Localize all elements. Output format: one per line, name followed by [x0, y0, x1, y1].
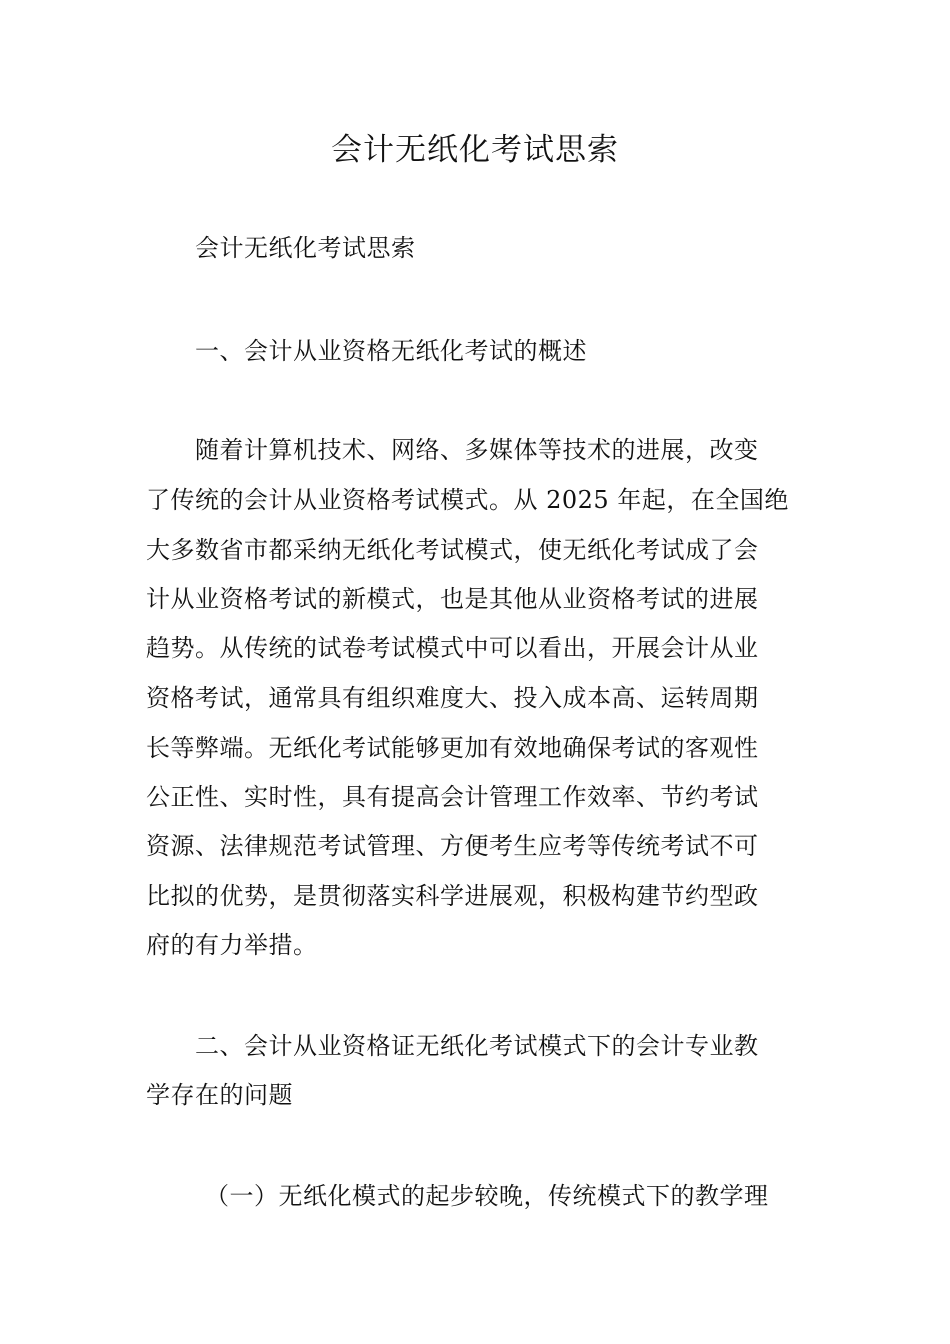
paragraph-line: 公正性、实时性，具有提高会计管理工作效率、节约考试: [146, 783, 759, 811]
section-heading-2-continued: 学存在的问题: [146, 1081, 293, 1109]
paragraph-line: 计从业资格考试的新模式，也是其他从业资格考试的进展: [146, 585, 759, 613]
section-heading-1: 一、会计从业资格无纸化考试的概述: [195, 337, 587, 365]
paragraph-line: 大多数省市都采纳无纸化考试模式，使无纸化考试成了会: [146, 536, 759, 564]
paragraph-line: 资源、法律规范考试管理、方便考生应考等传统考试不可: [146, 832, 759, 860]
paragraph-line: 比拟的优势，是贯彻落实科学进展观，积极构建节约型政: [146, 882, 759, 910]
document-subtitle: 会计无纸化考试思索: [195, 234, 416, 262]
section-heading-2: 二、会计从业资格证无纸化考试模式下的会计专业教: [195, 1032, 759, 1060]
paragraph-line: 资格考试，通常具有组织难度大、投入成本高、运转周期: [146, 684, 759, 712]
paragraph-line: 府的有力举措。: [146, 931, 318, 959]
paragraph-line: 了传统的会计从业资格考试模式。从 2025 年起，在全国绝: [146, 486, 789, 514]
document-title: 会计无纸化考试思索: [331, 132, 619, 168]
subsection-heading-1: （一）无纸化模式的起步较晚，传统模式下的教学理: [205, 1182, 769, 1210]
paragraph-line: 趋势。从传统的试卷考试模式中可以看出，开展会计从业: [146, 634, 759, 662]
paragraph-line: 长等弊端。无纸化考试能够更加有效地确保考试的客观性: [146, 734, 759, 762]
paragraph-line: 随着计算机技术、网络、多媒体等技术的进展，改变: [195, 436, 759, 464]
